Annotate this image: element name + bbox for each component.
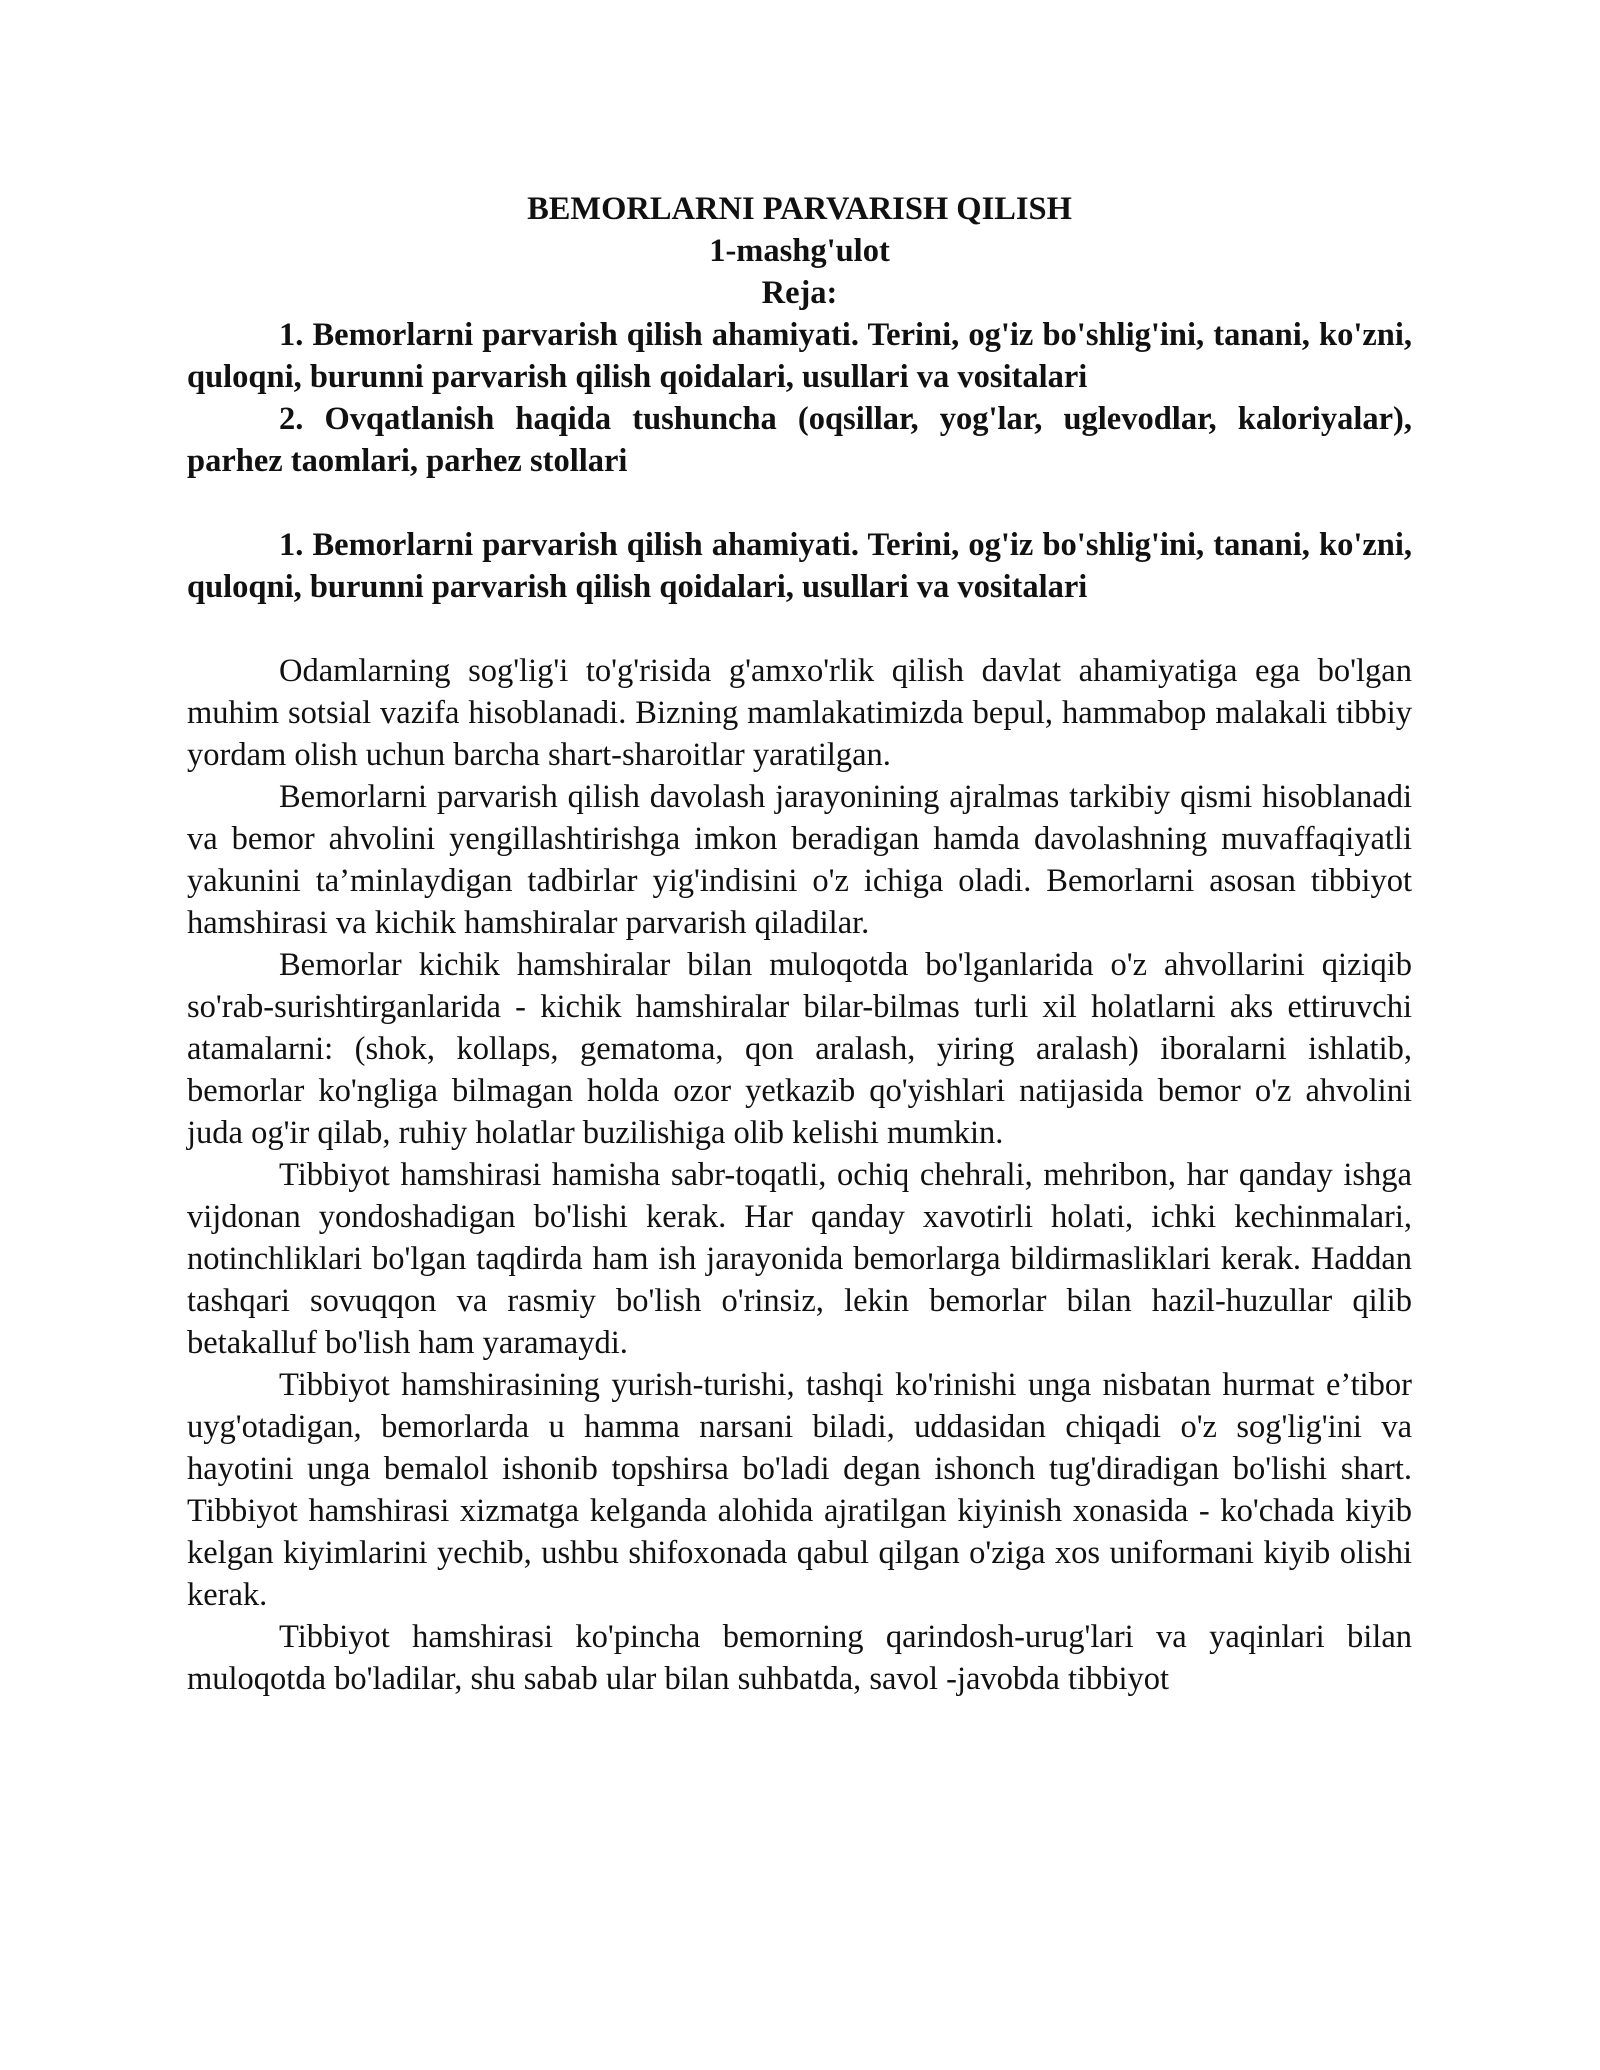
paragraph: Tibbiyot hamshirasining yurish-turishi, tashqi ko'rinishi unga nisbatan hurmat e’tibor uyg'otadigan, bemorlarda u hamma narsani biladi, uddasidan chiqadi o'z sog'lig'ini va hayotini unga bemalol ishonib topshirsa bo'ladi degan ishonch tug'diradigan bo'lishi shart. Tibbiyot hamshirasi xizmatga kelganda alohida ajratilgan kiyinish xonasida - ko'chada kiyib kelgan kiyimlarini yechib, ushbu shifoxonada qabul qilgan o'ziga xos uniformani kiyib olishi kerak. (187, 1367, 1412, 1613)
paragraph: Tibbiyot hamshirasi ko'pincha bemorning qarindosh-urug'lari va yaqinlari bilan muloqotda bo'ladilar, shu sabab ular bilan suhbatda, savol -javobda tibbiyot (187, 1619, 1412, 1697)
plan-item-1: 1. Bemorlarni parvarish qilish ahamiyati. Terini, og'iz bo'shlig'ini, tanani, ko'zni, quloqni, burunni parvarish qilish qoidalari, usullari va vositalari (187, 317, 1412, 395)
paragraph: Odamlarning sog'lig'i to'g'risida g'amxo'rlik qilish davlat ahamiyatiga ega bo'lgan muhim sotsial vazifa hisoblanadi. Bizning mamlakatimizda bepul, hammabop malakali tibbiy yordam olish uchun barcha shart-sharoitlar yaratilgan. (187, 653, 1412, 773)
spacer (187, 482, 1412, 524)
lesson-number: 1-mashg'ulot (709, 233, 890, 269)
document-title: BEMORLARNI PARVARISH QILISH (527, 191, 1072, 227)
plan-label: Reja: (761, 275, 838, 311)
paragraph: Bemorlarni parvarish qilish davolash jarayonining ajralmas tarkibiy qismi hisoblanadi va bemor ahvolini yengillashtirishga imkon beradigan hamda davolashning muvaffaqiyatli yakunini ta’minlaydigan tadbirlar yig'indisini o'z ichiga oladi. Bemorlarni asosan tibbiyot hamshirasi va kichik hamshiralar parvarish qiladilar. (187, 779, 1412, 941)
spacer (187, 608, 1412, 650)
section-heading: 1. Bemorlarni parvarish qilish ahamiyati. Terini, og'iz bo'shlig'ini, tanani, ko'zni, quloqni, burunni parvarish qilish qoidalari, usullari va vositalari (187, 527, 1412, 605)
plan-item-2: 2. Ovqatlanish haqida tushuncha (oqsillar, yog'lar, uglevodlar, kaloriyalar), parhez taomlari, parhez stollari (187, 401, 1412, 479)
paragraph: Tibbiyot hamshirasi hamisha sabr-toqatli, ochiq chehrali, mehribon, har qanday ishga vijdonan yondoshadigan bo'lishi kerak. Har qanday xavotirli holati, ichki kechinmalari, notinchliklari bo'lgan taqdirda ham ish jarayonida bemorlarga bildirmasliklari kerak. Haddan tashqari sovuqqon va rasmiy bo'lish o'rinsiz, lekin bemorlar bilan hazil-huzullar qilib betakalluf bo'lish ham yaramaydi. (187, 1157, 1412, 1361)
paragraph: Bemorlar kichik hamshiralar bilan muloqotda bo'lganlarida o'z ahvollarini qiziqib so'rab-surishtirganlarida - kichik hamshiralar bilar-bilmas turli xil holatlarni aks ettiruvchi atamalarni: (shok, kollaps, gematoma, qon aralash, yiring aralash) iboralarni ishlatib, bemorlar ko'ngliga bilmagan holda ozor yetkazib qo'yishlari natijasida bemor o'z ahvolini juda og'ir qilab, ruhiy holatlar buzilishiga olib kelishi mumkin. (187, 947, 1412, 1151)
document-page (187, 188, 1412, 1700)
